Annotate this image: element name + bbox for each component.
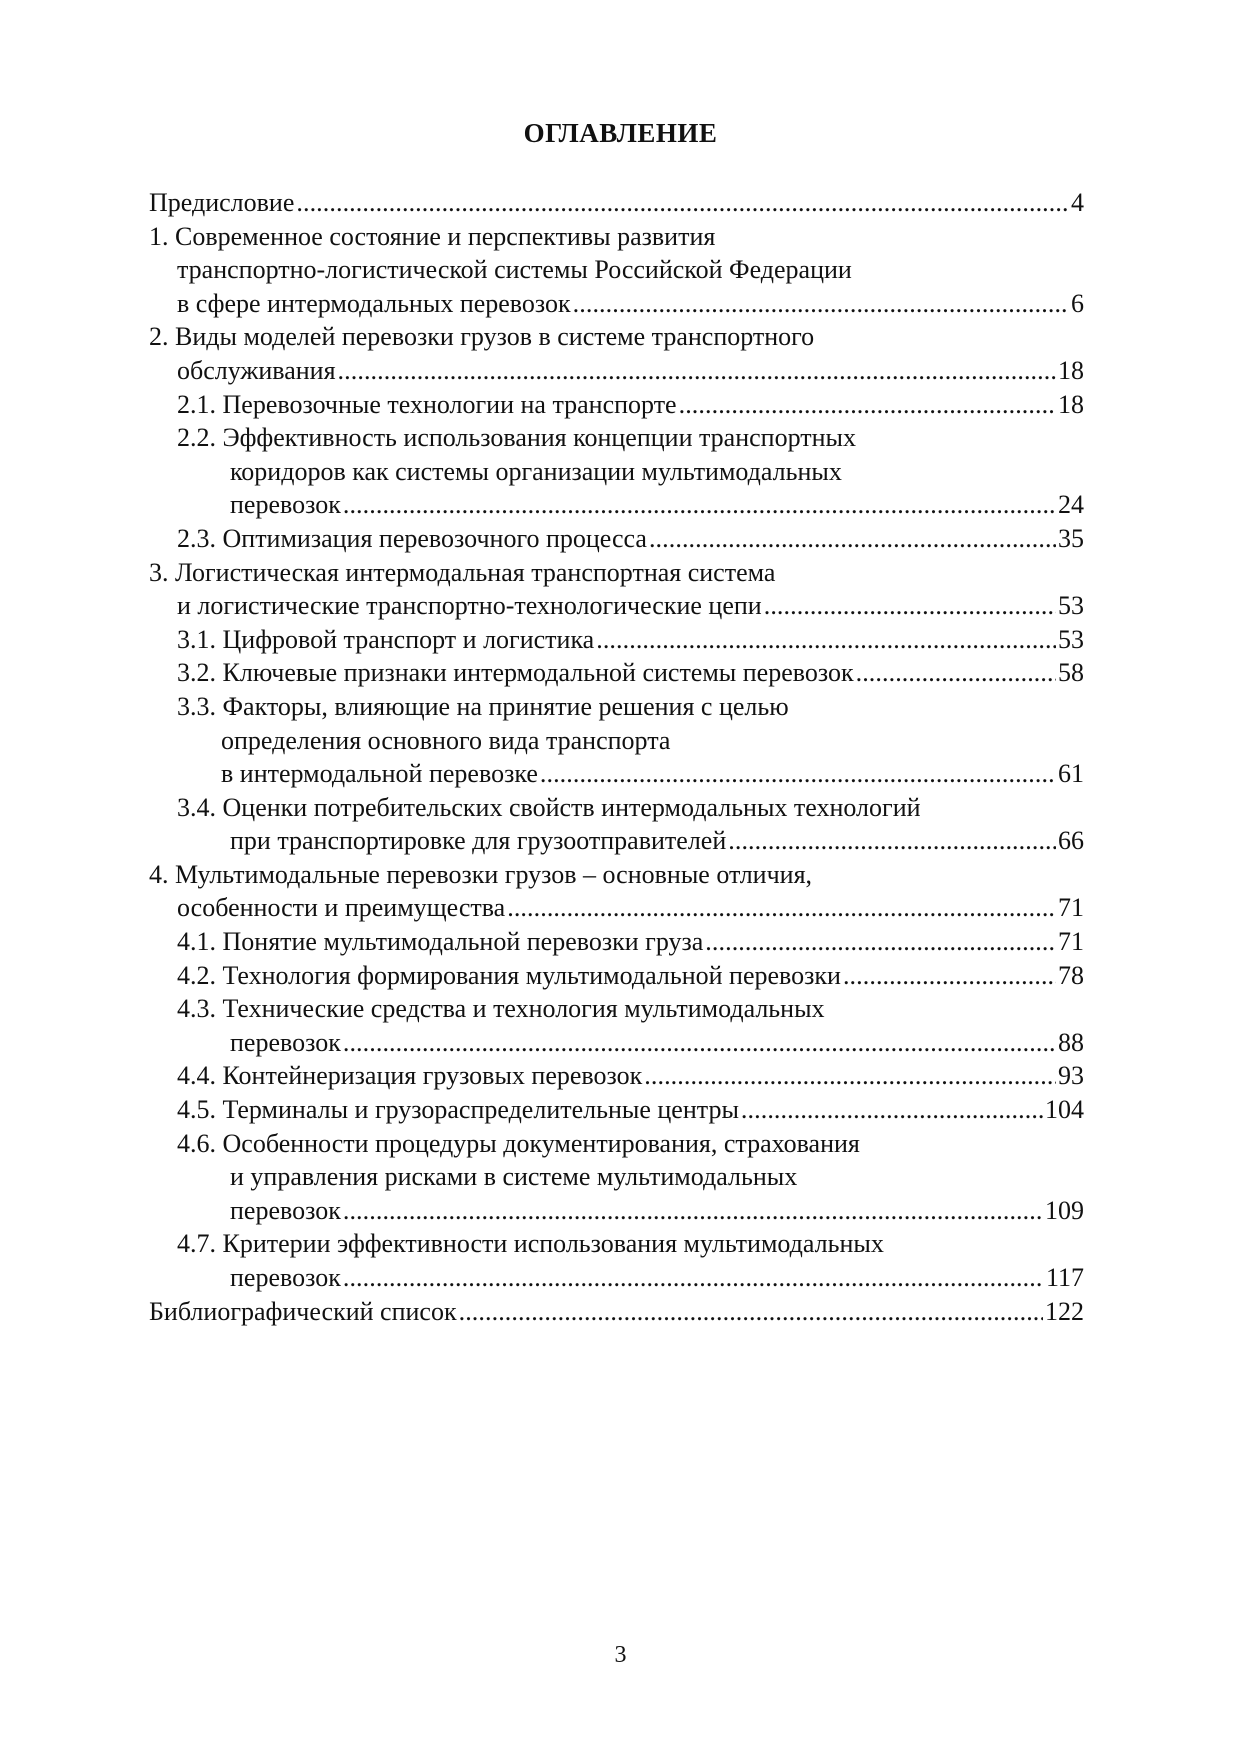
toc-entry-page: 61	[1058, 759, 1084, 789]
toc-leader-dots	[540, 759, 1056, 789]
toc-entry-title: 4. Мультимодальные перевозки грузов – основные отличия,	[149, 859, 813, 889]
toc-entry-page: 53	[1058, 624, 1084, 654]
toc-entry[interactable]	[149, 222, 1084, 256]
toc-entry[interactable]	[149, 692, 1084, 726]
toc-entry[interactable]	[149, 1061, 1084, 1095]
toc-entry-title: 3.2. Ключевые признаки интермодальной системы перевозок	[177, 658, 854, 688]
toc-entry-page: 109	[1045, 1195, 1084, 1225]
toc-entry-title: определения основного вида транспорта	[221, 725, 671, 755]
toc-leader-dots	[296, 188, 1069, 218]
toc-entry-title: 4.2. Технология формирования мультимодальной перевозки	[177, 960, 841, 990]
toc-leader-dots	[343, 1028, 1056, 1058]
toc-entry-title: перевозок	[230, 1195, 341, 1225]
toc-entry-title: 3.4. Оценки потребительских свойств интермодальных технологий	[177, 792, 921, 822]
page-number: 3	[614, 1642, 627, 1668]
toc-leader-dots	[843, 961, 1056, 991]
toc-entry[interactable]	[149, 1263, 1084, 1297]
toc-leader-dots	[741, 1095, 1043, 1125]
toc-entry-page: 66	[1058, 826, 1084, 856]
toc-entry-title: 4.3. Технические средства и технология мультимодальных	[177, 994, 825, 1024]
toc-entry[interactable]	[149, 961, 1084, 995]
toc-entry-title: и логистические транспортно-технологические цепи	[177, 591, 762, 621]
toc-leader-dots	[596, 625, 1056, 655]
toc-entry[interactable]	[149, 658, 1084, 692]
toc-entry-page: 78	[1058, 960, 1084, 990]
toc-leader-dots	[343, 1263, 1044, 1293]
toc-entry[interactable]	[149, 490, 1084, 524]
toc-entry-page: 93	[1058, 1061, 1084, 1091]
toc-entry-title: 1. Современное состояние и перспективы развития	[149, 221, 716, 251]
toc-entry-title: 2.2. Эффективность использования концепции транспортных	[177, 423, 856, 453]
toc-entry-title: 4.5. Терминалы и грузораспределительные центры	[177, 1095, 739, 1125]
toc-entry[interactable]	[149, 726, 1084, 760]
toc-entry-page: 18	[1058, 389, 1084, 419]
toc-entry-title: 4.4. Контейнеризация грузовых перевозок	[177, 1061, 643, 1091]
toc-leader-dots	[507, 893, 1056, 923]
toc-entry[interactable]	[149, 1297, 1084, 1331]
toc-leader-dots	[459, 1297, 1043, 1327]
toc-entry[interactable]	[149, 558, 1084, 592]
toc-entry-page: 58	[1058, 658, 1084, 688]
toc-entry-title: 2.3. Оптимизация перевозочного процесса	[177, 523, 647, 553]
toc-leader-dots	[343, 1196, 1043, 1226]
toc-leader-dots	[728, 826, 1056, 856]
toc-entry-page: 24	[1058, 490, 1084, 520]
toc-entry-title: транспортно-логистической системы Российской Федерации	[177, 255, 852, 285]
toc-entry[interactable]	[149, 1028, 1084, 1062]
toc-entry-title: Предисловие	[149, 188, 295, 217]
page-title: ОГЛАВЛЕНИЕ	[523, 118, 718, 148]
toc-entry-page: 6	[1071, 288, 1084, 318]
toc-entry-page: 117	[1045, 1263, 1084, 1292]
toc-entry-title: коридоров как системы организации мультимодальных	[230, 456, 842, 486]
toc-entry[interactable]	[149, 255, 1084, 289]
toc-leader-dots	[856, 658, 1056, 688]
toc-entry[interactable]	[149, 893, 1084, 927]
toc-entry[interactable]	[149, 1162, 1084, 1196]
toc-entry-title: перевозок	[230, 1027, 341, 1057]
toc-entry-title: 2. Виды моделей перевозки грузов в системе транспортного	[149, 322, 815, 352]
toc-entry-title: 3.3. Факторы, влияющие на принятие решения с целью	[177, 691, 789, 721]
toc-entry-page: 35	[1058, 523, 1084, 553]
toc-entry-title: 4.6. Особенности процедуры документирования, страхования	[177, 1128, 860, 1158]
toc-leader-dots	[338, 356, 1056, 386]
toc-entry-page: 71	[1058, 893, 1084, 923]
toc-entry-title: перевозок	[230, 490, 341, 520]
toc-leader-dots	[573, 289, 1069, 319]
toc-leader-dots	[764, 591, 1056, 621]
toc-entry[interactable]	[149, 322, 1084, 356]
toc-entry-title: и управления рисками в системе мультимодальных	[230, 1162, 798, 1192]
toc-leader-dots	[649, 524, 1056, 554]
toc-entry-page: 4	[1071, 188, 1084, 217]
toc-entry-title: при транспортировке для грузоотправителей	[230, 826, 727, 856]
toc-entry-title: 4.1. Понятие мультимодальной перевозки груза	[177, 927, 704, 957]
toc-entry-page: 104	[1045, 1095, 1084, 1125]
toc-entry[interactable]	[149, 1196, 1084, 1230]
toc-entry-title: 3. Логистическая интермодальная транспортная система	[149, 557, 776, 587]
toc-entry[interactable]	[149, 994, 1084, 1028]
toc-entry[interactable]	[149, 1129, 1084, 1163]
toc-entry-page: 71	[1058, 927, 1084, 957]
toc-entry[interactable]	[149, 759, 1084, 793]
toc-entry[interactable]	[149, 457, 1084, 491]
toc-entry-title: 3.1. Цифровой транспорт и логистика	[177, 624, 595, 654]
toc-leader-dots	[644, 1061, 1056, 1091]
toc-entry[interactable]	[149, 591, 1084, 625]
toc-entry[interactable]	[149, 188, 1084, 222]
toc-entry-page: 88	[1058, 1027, 1084, 1057]
toc-entry-title: особенности и преимущества	[177, 893, 506, 923]
toc-entry[interactable]	[149, 625, 1084, 659]
toc-entry-page: 53	[1058, 591, 1084, 621]
toc-leader-dots	[705, 927, 1056, 957]
toc-leader-dots	[679, 390, 1056, 420]
toc-entry[interactable]	[149, 860, 1084, 894]
toc-entry[interactable]	[149, 524, 1084, 558]
toc-leader-dots	[343, 490, 1056, 520]
table-of-contents	[149, 188, 1084, 1330]
toc-entry[interactable]	[149, 1229, 1084, 1263]
toc-entry[interactable]	[149, 793, 1084, 827]
toc-entry-page: 18	[1058, 355, 1084, 385]
toc-entry[interactable]	[149, 826, 1084, 860]
toc-entry-title: 2.1. Перевозочные технологии на транспорте	[177, 389, 677, 419]
toc-entry[interactable]	[149, 1095, 1084, 1129]
toc-entry[interactable]	[149, 423, 1084, 457]
toc-entry-title: Библиографический список	[149, 1296, 457, 1326]
toc-entry-title: обслуживания	[177, 355, 336, 385]
toc-entry[interactable]	[149, 390, 1084, 424]
toc-entry[interactable]	[149, 289, 1084, 323]
toc-entry-title: в сфере интермодальных перевозок	[177, 288, 571, 318]
toc-entry-title: перевозок	[230, 1263, 341, 1292]
toc-entry-title: 4.7. Критерии эффективности использования мультимодальных	[177, 1229, 884, 1259]
toc-entry[interactable]	[149, 927, 1084, 961]
toc-entry[interactable]	[149, 356, 1084, 390]
toc-entry-page: 122	[1045, 1296, 1084, 1326]
toc-entry-title: в интермодальной перевозке	[221, 759, 538, 789]
